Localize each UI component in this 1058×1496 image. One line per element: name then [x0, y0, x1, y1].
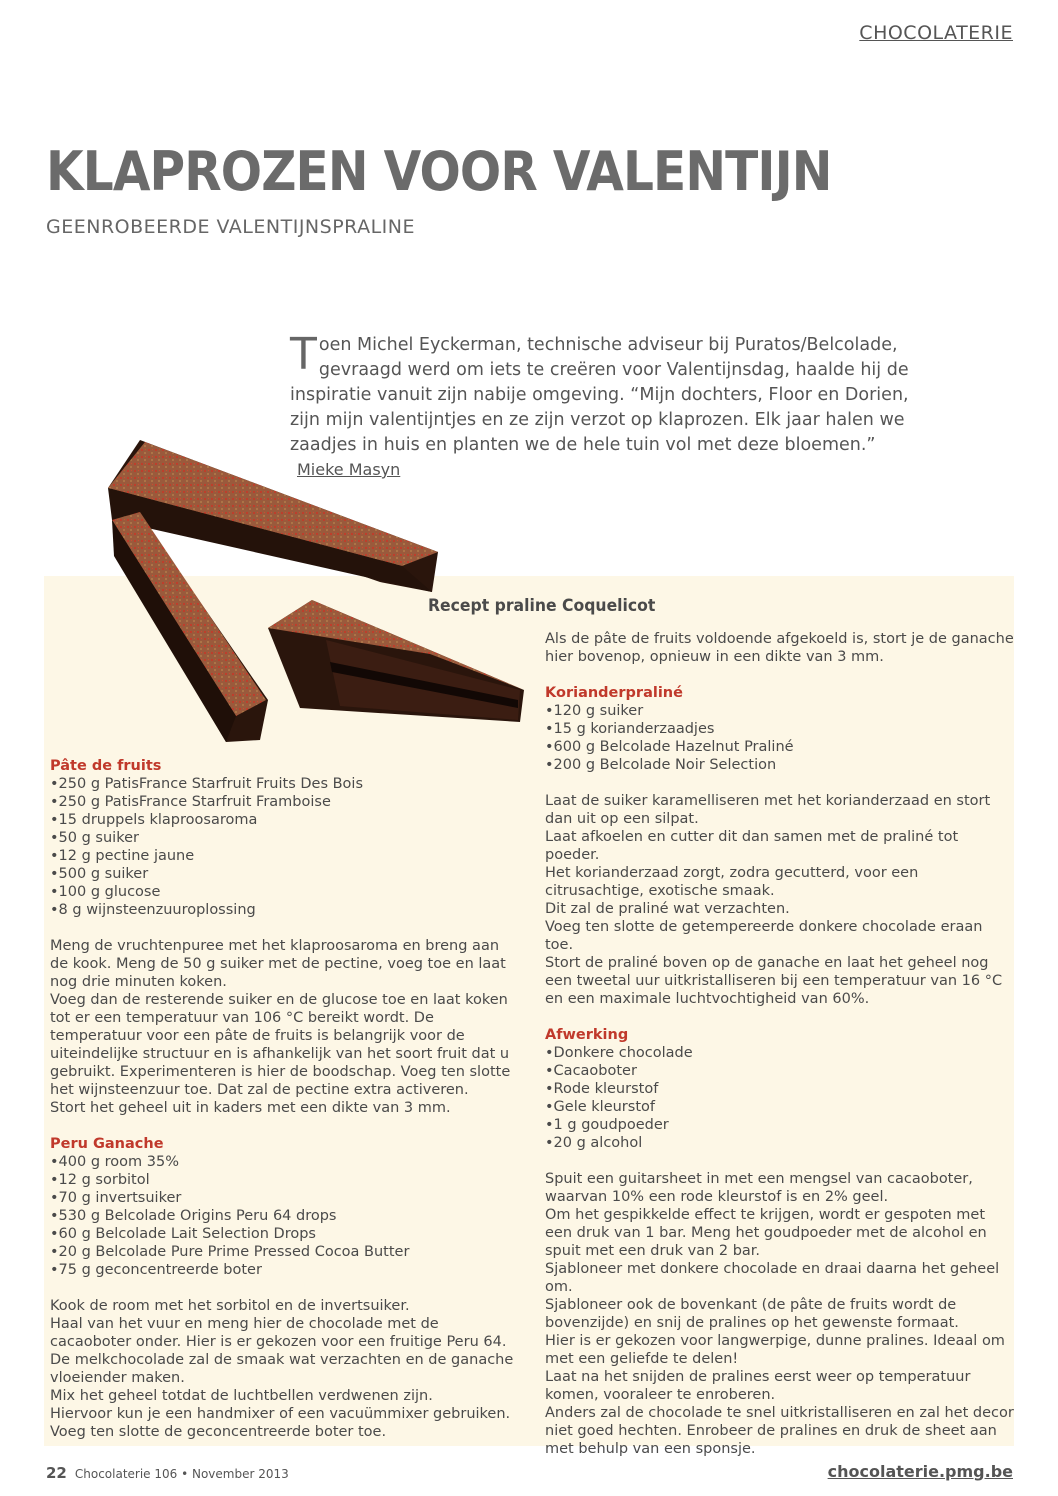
method-text: De melkchocolade zal de smaak wat verzachten en de ganache vloeiender maken. [50, 1352, 514, 1386]
ingredient: •12 g pectine jaune [50, 848, 195, 864]
method-text: Hier is er gekozen voor langwerpige, dunne pralines. Ideaal om met een geliefde te delen! [545, 1333, 1005, 1367]
method-text: Haal van het vuur en meng hier de chocolade met de cacaoboter onder. Hier is er gekozen voor een fruitige Peru 64. [50, 1316, 507, 1350]
ingredient: •250 g PatisFrance Starfruit Fruits Des Bois [50, 776, 364, 792]
ingredient: •60 g Belcolade Lait Selection Drops [50, 1226, 316, 1242]
method-text: Laat de suiker karamelliseren met het korianderzaad en stort dan uit op een silpat. [545, 793, 991, 827]
method-text: Sjabloneer met donkere chocolade en draai daarna het geheel om. [545, 1261, 1000, 1295]
ingredient: •8 g wijnsteenzuuroplossing [50, 902, 256, 918]
pate-ingredients [50, 775, 520, 919]
section-label[interactable]: CHOCOLATERIE [859, 22, 1013, 44]
koriander-heading: Korianderpraliné [545, 685, 683, 701]
method-text: Sjabloneer ook de bovenkant (de pâte de fruits wordt de bovenzijde) en snij de pralines op het gewenste formaat. [545, 1297, 959, 1331]
drop-cap: T [290, 329, 317, 380]
method-text: Anders zal de chocolade te snel uitkristalliseren en zal het decor niet goed hechten. Enrobeer de pralines en druk de sheet aan met behulp van een sponsje. [545, 1405, 1014, 1457]
ingredient: •75 g geconcentreerde boter [50, 1262, 262, 1278]
author-link[interactable]: Mieke Masyn [297, 460, 401, 479]
ingredient: •600 g Belcolade Hazelnut Praliné [545, 739, 794, 755]
ingredient: •Cacaoboter [545, 1063, 637, 1079]
method-text: Voeg ten slotte de getempereerde donkere chocolade eraan toe. [545, 919, 983, 953]
method-text: Laat afkoelen en cutter dit dan samen met de praliné tot poeder. [545, 829, 959, 863]
ingredient: •Gele kleurstof [545, 1099, 655, 1115]
page-number: 22 [46, 1464, 67, 1482]
intro-text: oen Michel Eyckerman, technische adviseur bij Puratos/Belcolade, gevraagd werd om iets te creëren voor Valentijnsdag, haalde hij de inspiratie vanuit zijn nabije omgeving. “Mijn dochters, Floor en Dorien, zijn mijn valentijntjes en ze zijn verzot op klaprozen. Elk jaar halen we zaadjes in huis en planten we de hele tuin vol met deze bloemen.” [290, 335, 909, 455]
afwerking-heading: Afwerking [545, 1027, 629, 1043]
method-text: Mix het geheel totdat de luchtbellen verdwenen zijn. [50, 1388, 433, 1404]
praline-bar-3 [268, 600, 524, 722]
method-text: Dit zal de praliné wat verzachten. [545, 901, 790, 917]
ingredient: •12 g sorbitol [50, 1172, 150, 1188]
article-title: KLAPROZEN VOOR VALENTIJN [46, 140, 832, 203]
ingredient: •20 g Belcolade Pure Prime Pressed Cocoa Butter [50, 1244, 410, 1260]
ingredient: •15 druppels klaproosaroma [50, 812, 258, 828]
ingredient: •500 g suiker [50, 866, 149, 882]
method-text: Laat na het snijden de pralines eerst weer op temperatuur komen, vooraleer te enroberen. [545, 1369, 971, 1403]
afwerking-ingredients [545, 1044, 1015, 1152]
ingredient: •1 g goudpoeder [545, 1117, 669, 1133]
ingredient: •50 g suiker [50, 830, 139, 846]
ganache-heading: Peru Ganache [50, 1136, 164, 1152]
ganache-ingredients [50, 1153, 520, 1279]
ingredient: •70 g invertsuiker [50, 1190, 182, 1206]
method-text: Stort de praliné boven op de ganache en laat het geheel nog een tweetal uur uitkristalliseren bij een temperatuur van 16 °C en een maximale luchtvochtigheid van 60%. [545, 955, 1003, 1007]
method-text: Voeg ten slotte de geconcentreerde boter toe. [50, 1424, 387, 1440]
ingredient: •200 g Belcolade Noir Selection [545, 757, 777, 773]
method-text: Voeg dan de resterende suiker en de glucose toe en laat koken tot er een temperatuur van 106 °C bereikt wordt. De temperatuur voor een pâte de fruits is belangrijk voor de uiteindelijke structuur en is afhankelijk van het soort fruit dat u gebruikt. Experimenteren is hier de boodschap. Voeg ten slotte het wijnsteenzuur toe. Dat zal de pectine extra activeren. [50, 992, 511, 1098]
ingredient: •250 g PatisFrance Starfruit Framboise [50, 794, 331, 810]
ingredient: •400 g room 35% [50, 1154, 179, 1170]
ingredient: •100 g glucose [50, 884, 161, 900]
ingredient: •530 g Belcolade Origins Peru 64 drops [50, 1208, 337, 1224]
method-text: Om het gespikkelde effect te krijgen, wordt er gespoten met een druk van 1 bar. Meng het goudpoeder met de alcohol en spuit met een druk van 2 bar. [545, 1207, 987, 1259]
recipe-column-right [545, 630, 1015, 1458]
intro-paragraph [290, 329, 930, 458]
ingredient: •120 g suiker [545, 703, 644, 719]
ingredient: •Donkere chocolade [545, 1045, 693, 1061]
recipe-title: Recept praline Coquelicot [428, 596, 656, 616]
article-subtitle: GEENROBEERDE VALENTIJNSPRALINE [46, 216, 415, 238]
issue-info: Chocolaterie 106 • November 2013 [74, 1467, 289, 1481]
pate-heading: Pâte de fruits [50, 758, 162, 774]
method-text: Meng de vruchtenpuree met het klaproosaroma en breng aan de kook. Meng de 50 g suiker met de pectine, voeg toe en laat nog drie minuten koken. [50, 938, 506, 990]
method-text: Als de pâte de fruits voldoende afgekoeld is, stort je de ganache hier bovenop, opnieuw in een dikte van 3 mm. [545, 631, 1014, 665]
method-text: Het korianderzaad zorgt, zodra gecutterd, voor een citrusachtige, exotische smaak. [545, 865, 919, 899]
footer-site-link[interactable]: chocolaterie.pmg.be [827, 1462, 1013, 1481]
method-text: Kook de room met het sorbitol en de invertsuiker. [50, 1298, 410, 1314]
recipe-column-left [50, 757, 520, 1441]
ingredient: •15 g korianderzaadjes [545, 721, 715, 737]
koriander-ingredients [545, 702, 1015, 774]
method-text: Hiervoor kun je een handmixer of een vacuümmixer gebruiken. [50, 1406, 511, 1422]
method-text: Spuit een guitarsheet in met een mengsel van cacaoboter, waarvan 10% een rode kleurstof is en 2% geel. [545, 1171, 973, 1205]
ingredient: •Rode kleurstof [545, 1081, 659, 1097]
footer-issue [46, 1464, 289, 1482]
ingredient: •20 g alcohol [545, 1135, 643, 1151]
method-text: Stort het geheel uit in kaders met een dikte van 3 mm. [50, 1100, 451, 1116]
